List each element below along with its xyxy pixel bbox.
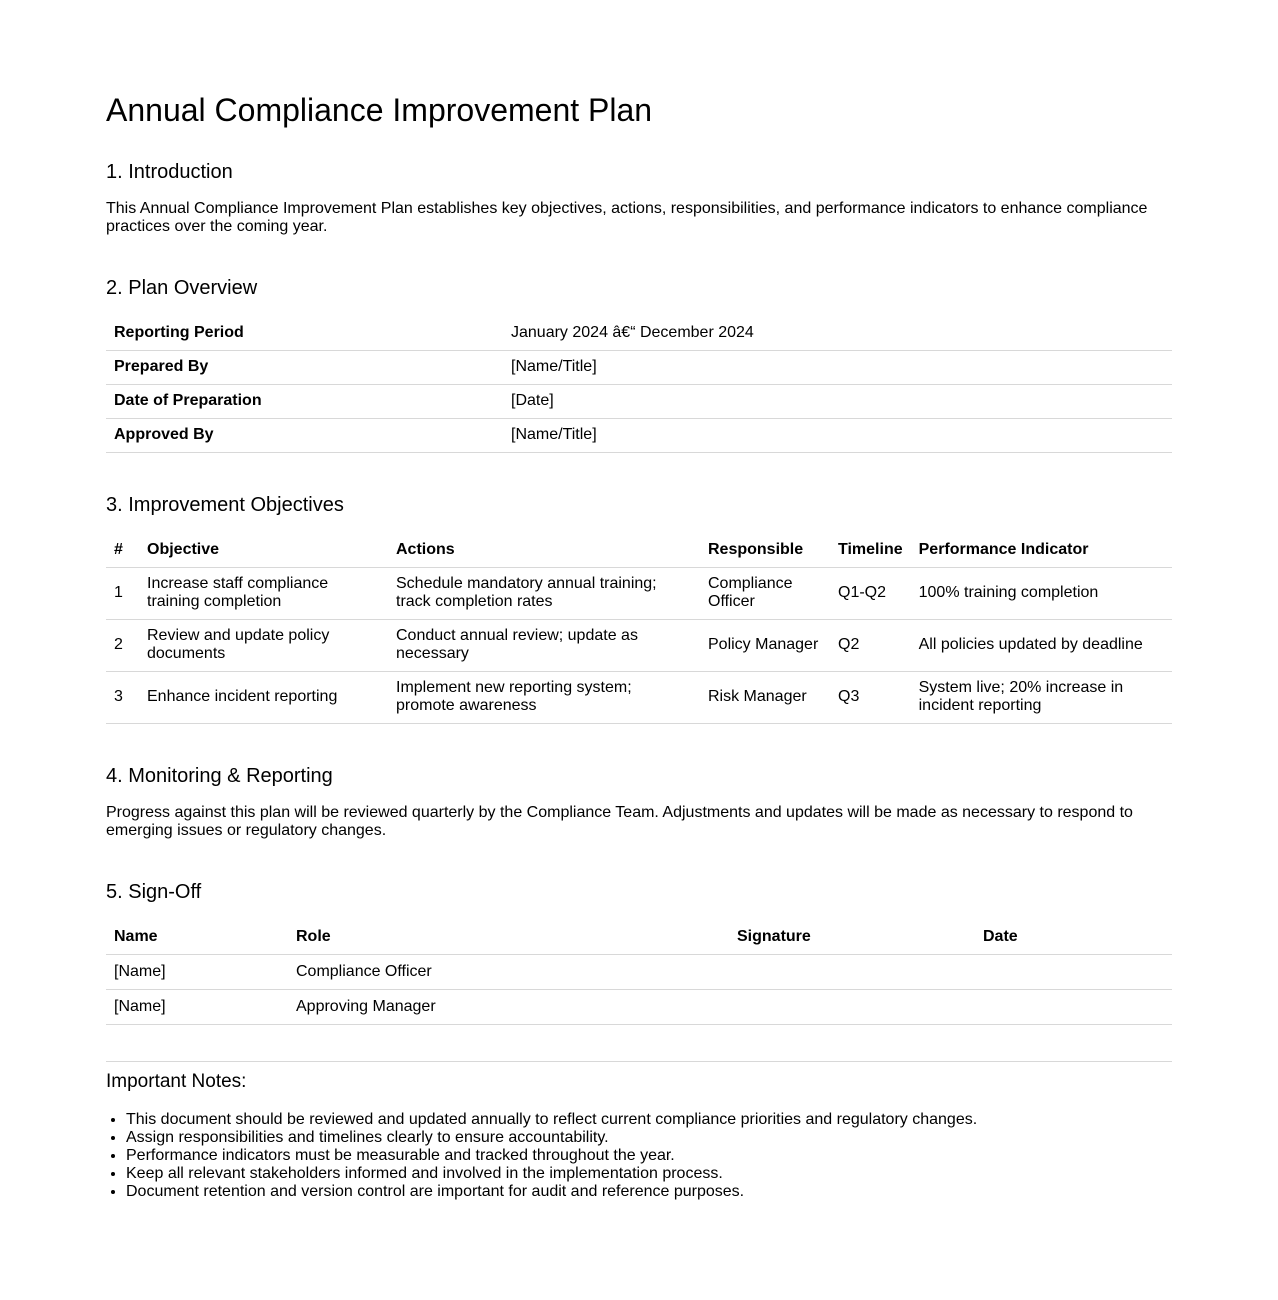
important-notes (106, 1061, 1172, 1201)
overview-label: Approved By (106, 418, 503, 452)
responsible-cell: Compliance Officer (700, 567, 838, 619)
signoff-date (975, 990, 1172, 1025)
table-header-row (106, 920, 1172, 955)
signoff-role: Approving Manager (288, 990, 729, 1025)
overview-value: [Name/Title] (503, 350, 1172, 384)
objective-cell: Enhance incident reporting (139, 671, 388, 723)
column-header: Objective (139, 533, 388, 568)
objective-number: 3 (106, 671, 139, 723)
responsible-cell: Risk Manager (700, 671, 838, 723)
table-row (106, 384, 1172, 418)
signoff-date (975, 955, 1172, 990)
monitoring-heading: 4. Monitoring & Reporting (106, 764, 333, 787)
actions-cell: Conduct annual review; update as necessary (388, 619, 700, 671)
objectives-heading: 3. Improvement Objectives (106, 493, 344, 516)
column-header: Date (975, 920, 1172, 955)
objectives-section (106, 493, 1172, 724)
signoff-name: [Name] (106, 990, 288, 1025)
objective-number: 1 (106, 567, 139, 619)
list-item: • Document retention and version control are important for audit and reference purposes. (126, 1183, 1172, 1201)
overview-label: Date of Preparation (106, 384, 503, 418)
signoff-section (106, 880, 1172, 1026)
overview-label: Prepared By (106, 350, 503, 384)
table-row (106, 567, 1172, 619)
overview-value: January 2024 â€“ December 2024 (503, 316, 1172, 350)
overview-heading: 2. Plan Overview (106, 277, 258, 299)
objective-number: 2 (106, 619, 139, 671)
column-header: Signature (729, 920, 975, 955)
column-header: Timeline (838, 533, 911, 568)
column-header: Actions (388, 533, 700, 568)
table-row (106, 418, 1172, 452)
overview-section (106, 276, 1172, 453)
table-row (106, 316, 1172, 350)
column-header: Performance Indicator (911, 533, 1172, 568)
introduction-section (106, 160, 1172, 236)
signoff-heading: 5. Sign-Off (106, 880, 202, 903)
notes-list (106, 1111, 1172, 1201)
monitoring-section (106, 764, 1172, 840)
objectives-table (106, 533, 1172, 724)
column-header: # (106, 533, 139, 568)
table-row (106, 619, 1172, 671)
indicator-cell: 100% training completion (911, 567, 1172, 619)
list-item: • Performance indicators must be measurable and tracked throughout the year. (126, 1147, 1172, 1165)
actions-cell: Implement new reporting system; promote awareness (388, 671, 700, 723)
table-row (106, 350, 1172, 384)
signoff-role: Compliance Officer (288, 955, 729, 990)
list-item: • This document should be reviewed and updated annually to reflect current compliance priorities and regulatory changes. (126, 1111, 1172, 1129)
signoff-name: [Name] (106, 955, 288, 990)
table-header-row (106, 533, 1172, 568)
timeline-cell: Q1-Q2 (838, 567, 911, 619)
document-title: Annual Compliance Improvement Plan (106, 92, 653, 128)
signoff-table (106, 920, 1172, 1026)
actions-cell: Schedule mandatory annual training; track completion rates (388, 567, 700, 619)
monitoring-text: Progress against this plan will be reviewed quarterly by the Compliance Team. Adjustments and updates will be made as necessary to respond to emerging issues or regulatory changes. (106, 803, 1133, 839)
responsible-cell: Policy Manager (700, 619, 838, 671)
introduction-text: This Annual Compliance Improvement Plan establishes key objectives, actions, responsibilities, and performance indicators to enhance compliance practices over the coming year. (106, 200, 1148, 235)
overview-value: [Name/Title] (503, 418, 1172, 452)
objective-cell: Review and update policy documents (139, 619, 388, 671)
list-item: • Keep all relevant stakeholders informed and involved in the implementation process. (126, 1165, 1172, 1183)
overview-value: [Date] (503, 384, 1172, 418)
column-header: Responsible (700, 533, 838, 568)
table-row (106, 990, 1172, 1025)
introduction-heading: 1. Introduction (106, 161, 233, 183)
indicator-cell: System live; 20% increase in incident reporting (911, 671, 1172, 723)
overview-label: Reporting Period (106, 316, 503, 350)
column-header: Role (288, 920, 729, 955)
objective-cell: Increase staff compliance training completion (139, 567, 388, 619)
overview-table (106, 316, 1172, 453)
column-header: Name (106, 920, 288, 955)
table-row (106, 671, 1172, 723)
signoff-signature (729, 990, 975, 1025)
timeline-cell: Q3 (838, 671, 911, 723)
indicator-cell: All policies updated by deadline (911, 619, 1172, 671)
notes-heading: Important Notes: (106, 1071, 247, 1092)
list-item: • Assign responsibilities and timelines clearly to ensure accountability. (126, 1129, 1172, 1147)
timeline-cell: Q2 (838, 619, 911, 671)
table-row (106, 955, 1172, 990)
signoff-signature (729, 955, 975, 990)
